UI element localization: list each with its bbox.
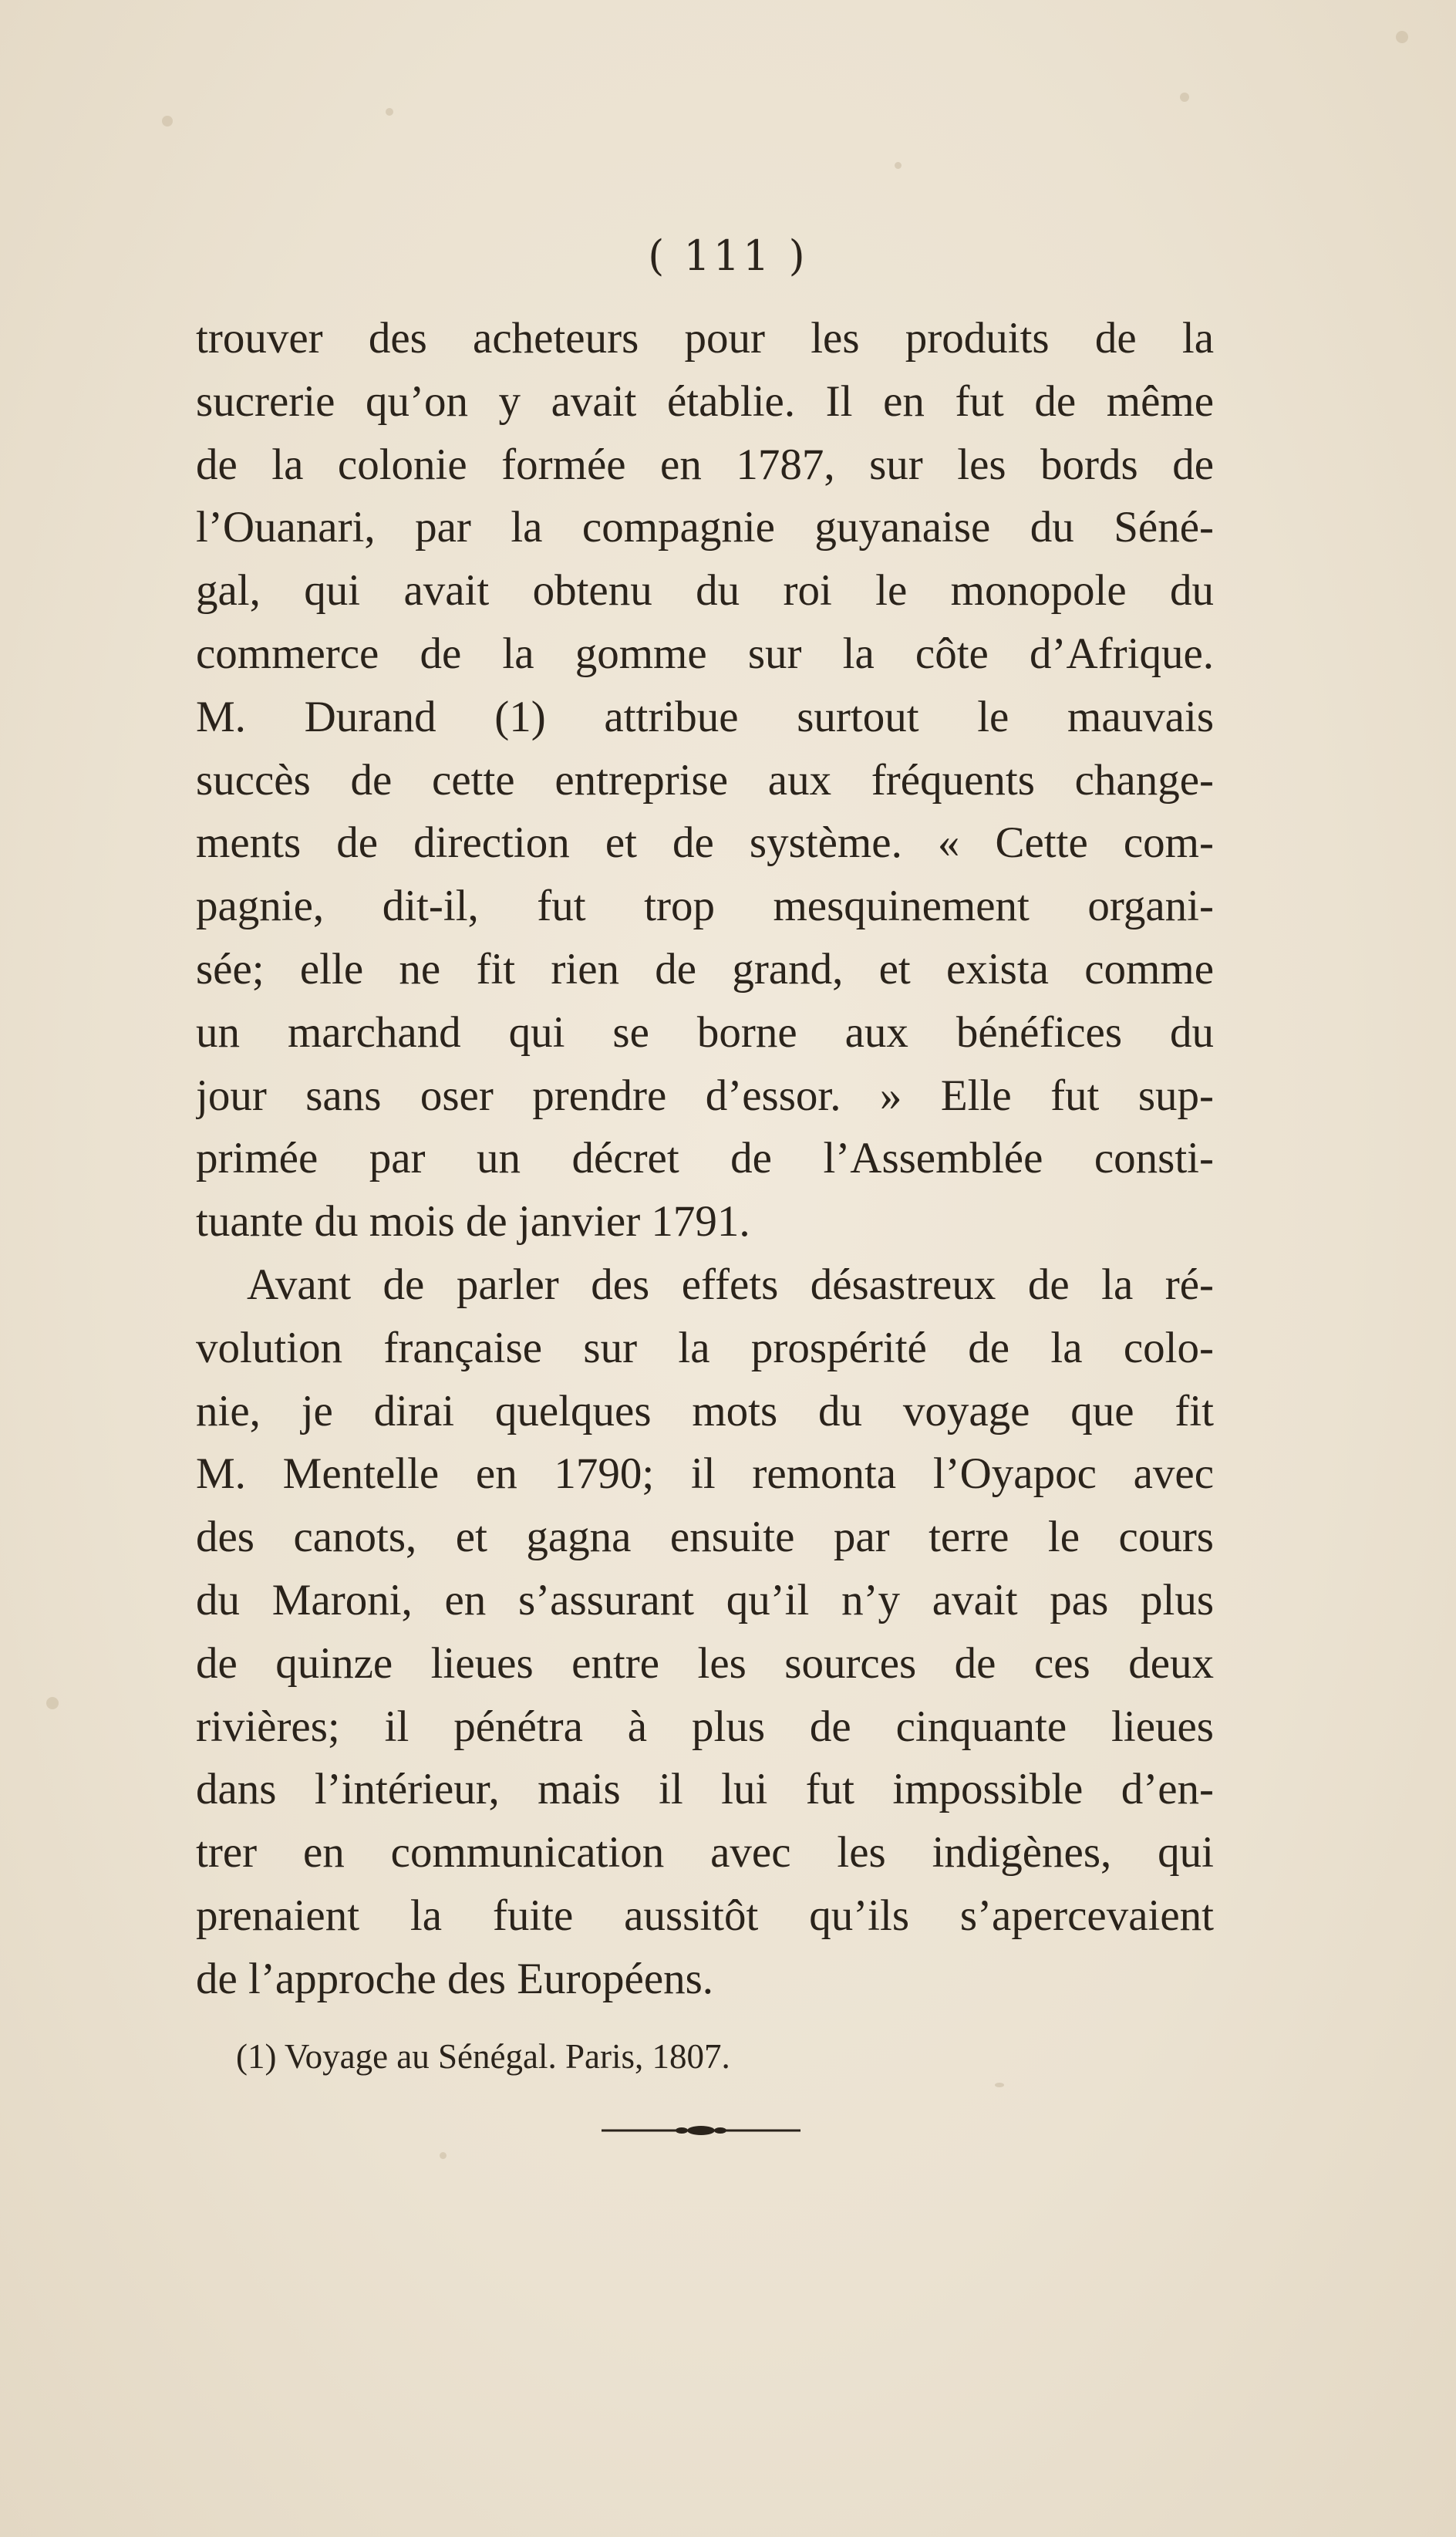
paper-speck	[995, 2083, 1004, 2087]
text-line: Avant de parler des effets désastreux de la ré-	[247, 1260, 1214, 1309]
text-line: dans l’intérieur, mais il lui fut impossible d’en-	[196, 1765, 1214, 1814]
text-line: pagnie, dit-il, fut trop mesquinement organi-	[196, 882, 1214, 931]
paper-speck	[1180, 93, 1189, 102]
text-line: volution française sur la prospérité de la colo-	[196, 1323, 1214, 1372]
paper-speck	[46, 1697, 59, 1709]
text-line: du Maroni, en s’assurant qu’il n’y avait pas plus	[196, 1575, 1214, 1624]
ornament-divider-icon	[602, 2123, 800, 2138]
text-line: nie, je dirai quelques mots du voyage que fit	[196, 1386, 1214, 1435]
text-line: commerce de la gomme sur la côte d’Afrique.	[196, 629, 1214, 678]
text-line: primée par un décret de l’Assemblée consti-	[196, 1134, 1214, 1183]
text-line: M. Mentelle en 1790; il remonta l’Oyapoc avec	[196, 1449, 1214, 1499]
text-line: des canots, et gagna ensuite par terre le cours	[196, 1513, 1214, 1562]
text-line: M. Durand (1) attribue surtout le mauvais	[196, 692, 1214, 741]
paper-speck	[162, 116, 173, 127]
paper-speck	[440, 2152, 447, 2159]
text-line: trouver des acheteurs pour les produits de la	[196, 314, 1214, 363]
paper-speck	[895, 162, 902, 169]
text-line: prenaient la fuite aussitôt qu’ils s’apercevaient	[196, 1891, 1214, 1940]
text-line: succès de cette entreprise aux fréquents change-	[196, 755, 1214, 805]
text-line: tuante du mois de janvier 1791.	[196, 1197, 750, 1247]
text-line: sée; elle ne fit rien de grand, et exista comme	[196, 944, 1214, 994]
text-line: sucrerie qu’on y avait établie. Il en fut de même	[196, 376, 1214, 426]
text-line: de l’approche des Européens.	[196, 1954, 714, 2003]
text-line: gal, qui avait obtenu du roi le monopole du	[196, 566, 1214, 616]
text-line: l’Ouanari, par la compagnie guyanaise du Séné-	[196, 503, 1214, 552]
text-line: trer en communication avec les indigènes, qui	[196, 1828, 1214, 1877]
text-line: jour sans oser prendre d’essor. » Elle fut sup-	[196, 1071, 1214, 1120]
text-line: un marchand qui se borne aux bénéfices du	[196, 1007, 1214, 1057]
text-line: rivières; il pénétra à plus de cinquante lieues	[196, 1702, 1214, 1751]
paper-speck	[1396, 31, 1408, 43]
page-number: ( 111 )	[648, 231, 808, 280]
text-line: de quinze lieues entre les sources de ces deux	[196, 1638, 1214, 1688]
text-line: de la colonie formée en 1787, sur les bords de	[196, 440, 1214, 489]
text-line: ments de direction et de système. « Cette com-	[196, 818, 1214, 868]
body-text	[196, 307, 1214, 2011]
paper-speck	[386, 108, 393, 116]
footnote: (1) Voyage au Sénégal. Paris, 1807.	[236, 2037, 730, 2076]
